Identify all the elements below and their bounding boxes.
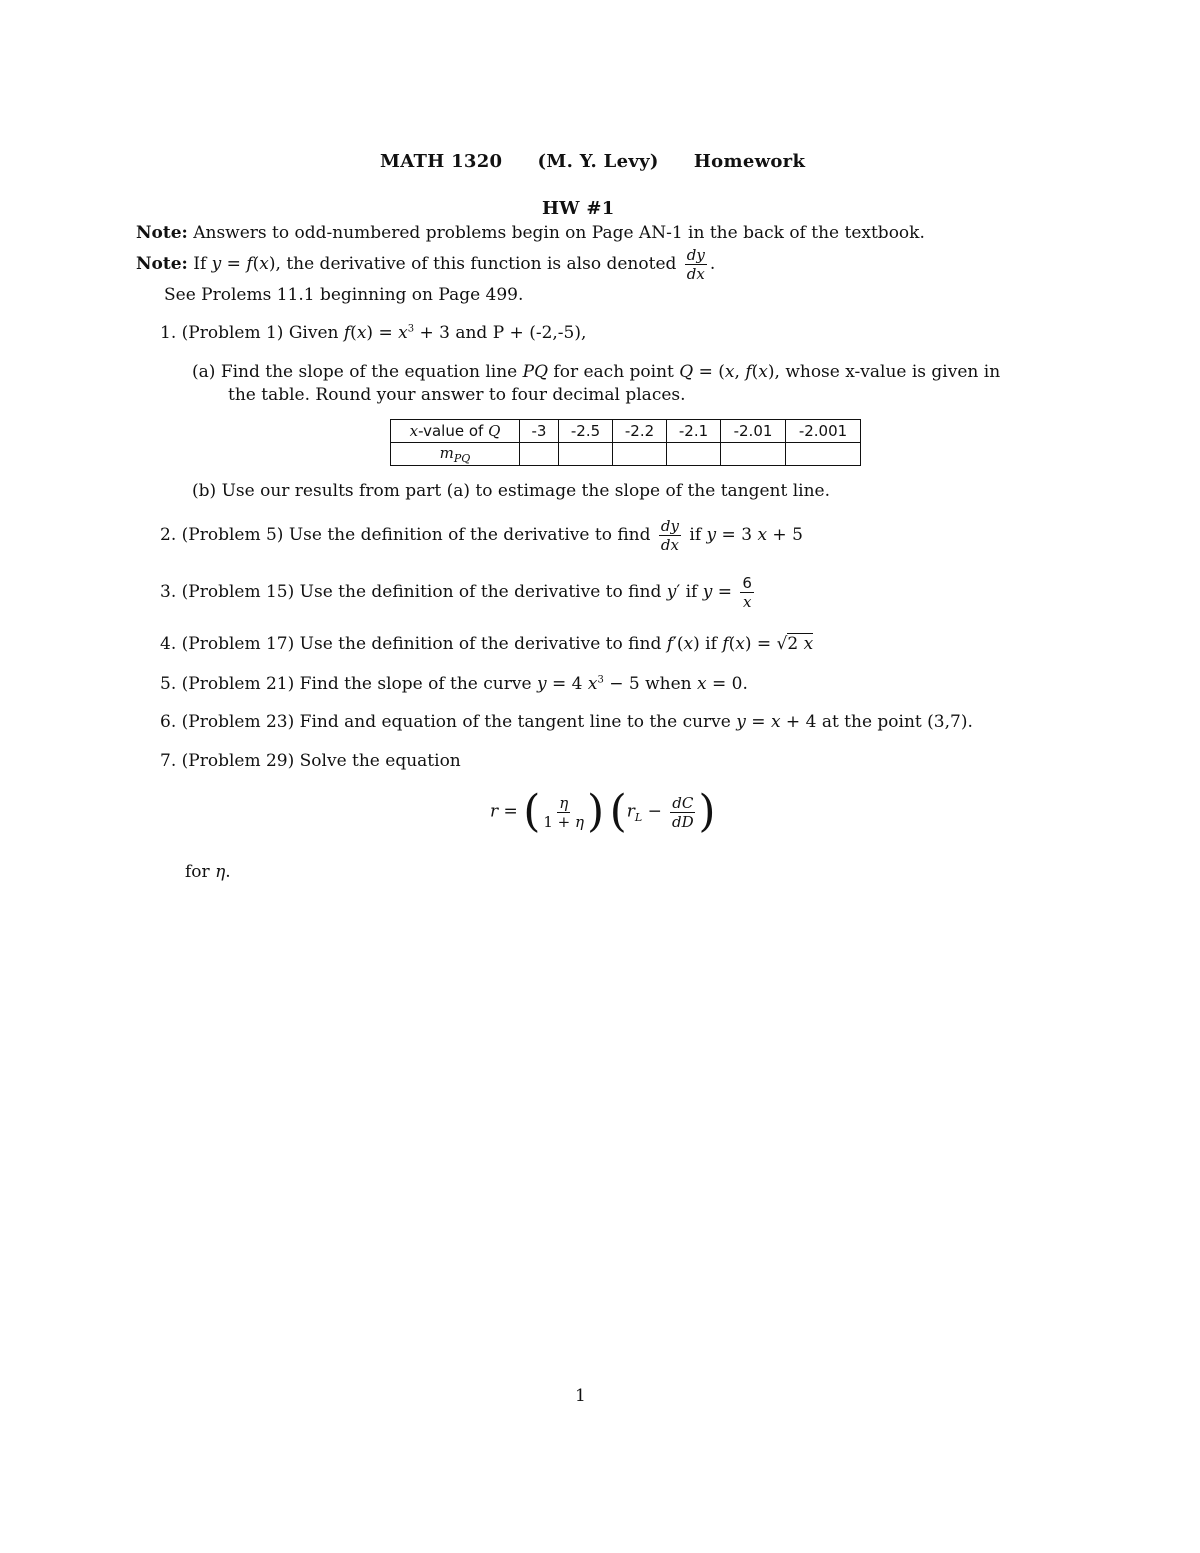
problem-3: 3. (Problem 15) Use the definition of the derivative to find y′ if y = $\frac{6}{x}$ <box>160 574 752 611</box>
problem-2-lead: (Problem 5) Use the definition of the derivative to find <box>181 525 651 545</box>
table-cell-empty <box>667 443 721 466</box>
slope-table <box>390 419 861 466</box>
table-cell: -2.001 <box>786 420 861 443</box>
header-text: -value of <box>418 422 484 440</box>
dc-dd-fraction: $\frac{dC}{dD}$ <box>672 793 694 831</box>
see-text: See Prolems 11.1 beginning on Page 499. <box>164 285 524 305</box>
problem-number: 4. <box>160 634 177 654</box>
problem-number: 7. <box>160 751 177 771</box>
problem-2: 2. (Problem 5) Use the definition of the derivative to find $\frac{dy}{dx}$ if y = 3 x + 5 <box>160 517 803 554</box>
dy-dx-fraction: $\frac{dy}{dx}$ <box>660 517 679 554</box>
problem-1b-text: Use our results from part (a) to estimage the slope of the tangent line. <box>221 481 831 501</box>
problem-7-lead: (Problem 29) Solve the equation <box>181 751 461 771</box>
table-header-x: x-value of Q <box>391 420 520 443</box>
hw-number: HW #1 <box>542 198 615 219</box>
problem-number: 1. <box>160 323 177 343</box>
table-cell-empty <box>721 443 786 466</box>
problem-number: 5. <box>160 674 177 694</box>
table-cell: -2.01 <box>721 420 786 443</box>
page-number: 1 <box>575 1386 586 1406</box>
table-cell: -2.5 <box>559 420 613 443</box>
problem-4-tail: if <box>705 634 717 654</box>
problem-6-tail: at the point (3,7). <box>821 712 973 732</box>
problem-4: 4. (Problem 17) Use the definition of the derivative to find f′(x) if f(x) = √2 x <box>160 634 814 654</box>
problem-3-tail: if <box>685 582 698 602</box>
for-text: for <box>185 862 210 882</box>
eta-fraction: $\frac{\eta}{1 + \eta}$ <box>543 793 585 831</box>
problem-6-lead: (Problem 23) Find and equation of the tangent line to the curve <box>181 712 731 732</box>
dy-dx-fraction: $\frac{dy}{dx}$ <box>686 246 705 283</box>
problem-5-tail: when <box>645 674 692 694</box>
doc-kind: Homework <box>693 151 806 172</box>
problem-1-mid: and P + (-2,-5), <box>455 323 587 343</box>
for-eta: for η. <box>185 862 231 882</box>
note-2-pre: If <box>193 254 207 274</box>
six-over-x-fraction: $\frac{6}{x}$ <box>742 574 752 611</box>
table-row <box>391 443 861 466</box>
fraction-numerator: 6 <box>742 574 752 592</box>
table-cell-empty <box>559 443 613 466</box>
table-cell: -2.2 <box>613 420 667 443</box>
problem-1a-text: whose x-value is given in <box>785 362 1001 382</box>
problem-1: 1. (Problem 1) Given $f(x) = x^3 + 3$ and P + (-2,-5), <box>160 323 587 343</box>
table-cell-empty <box>520 443 559 466</box>
table-row <box>391 420 861 443</box>
problem-number: 6. <box>160 712 177 732</box>
problem-5-lead: (Problem 21) Find the slope of the curve <box>181 674 532 694</box>
note-2: Note: If y = f(x), the derivative of this function is also denoted $\frac{dy}{dx}$ . <box>136 246 716 283</box>
table-cell-empty <box>613 443 667 466</box>
note-2-post: the derivative of this function is also denoted <box>286 254 677 274</box>
instructor: (M. Y. Levy) <box>537 151 659 172</box>
problem-3-lead: (Problem 15) Use the definition of the derivative to find <box>181 582 662 602</box>
problem-5-end: = 0. <box>712 674 748 694</box>
page-title <box>380 151 805 172</box>
note-1-text: Answers to odd-numbered problems begin on Page AN-1 in the back of the textbook. <box>193 223 925 243</box>
problem-1a-text: for each point <box>553 362 674 382</box>
note-label: Note: <box>136 254 188 274</box>
equation-block: r = ( $\frac{\eta}{1 + \eta}$ ) ($r_L$ − $\frac{dC}{dD}$ ) <box>490 786 716 837</box>
problem-1a-text: Find the slope of the equation line <box>220 362 518 382</box>
table-cell: -2.1 <box>667 420 721 443</box>
problem-5: 5. (Problem 21) Find the slope of the curve y = 4 $x^3 - 5$ when x = 0. <box>160 674 748 694</box>
problem-6: 6. (Problem 23) Find and equation of the tangent line to the curve y = x + 4 at the point (3,7). <box>160 712 973 732</box>
problem-number: 3. <box>160 582 177 602</box>
note-label: Note: <box>136 223 188 243</box>
problem-7 <box>160 751 461 771</box>
pq-subscript: PQ <box>453 451 471 465</box>
table-cell: -3 <box>520 420 559 443</box>
part-label: (a) <box>192 362 216 382</box>
problem-1-lead: (Problem 1) Given <box>181 323 339 343</box>
note-1 <box>136 223 925 243</box>
problem-1a-cont: the table. Round your answer to four decimal places. <box>228 385 686 405</box>
table-cell-empty <box>786 443 861 466</box>
part-label: (b) <box>192 481 217 501</box>
table-header-m <box>391 443 520 466</box>
problem-1a: (a) Find the slope of the equation line PQ for each point Q = (x, f(x), whose x-value is given in <box>192 362 1001 382</box>
problem-4-lead: (Problem 17) Use the definition of the derivative to find <box>181 634 662 654</box>
problem-2-tail: if <box>689 525 702 545</box>
problem-1b <box>192 481 830 501</box>
problem-number: 2. <box>160 525 177 545</box>
course-code: MATH 1320 <box>380 151 503 172</box>
m-symbol: m <box>439 443 454 462</box>
